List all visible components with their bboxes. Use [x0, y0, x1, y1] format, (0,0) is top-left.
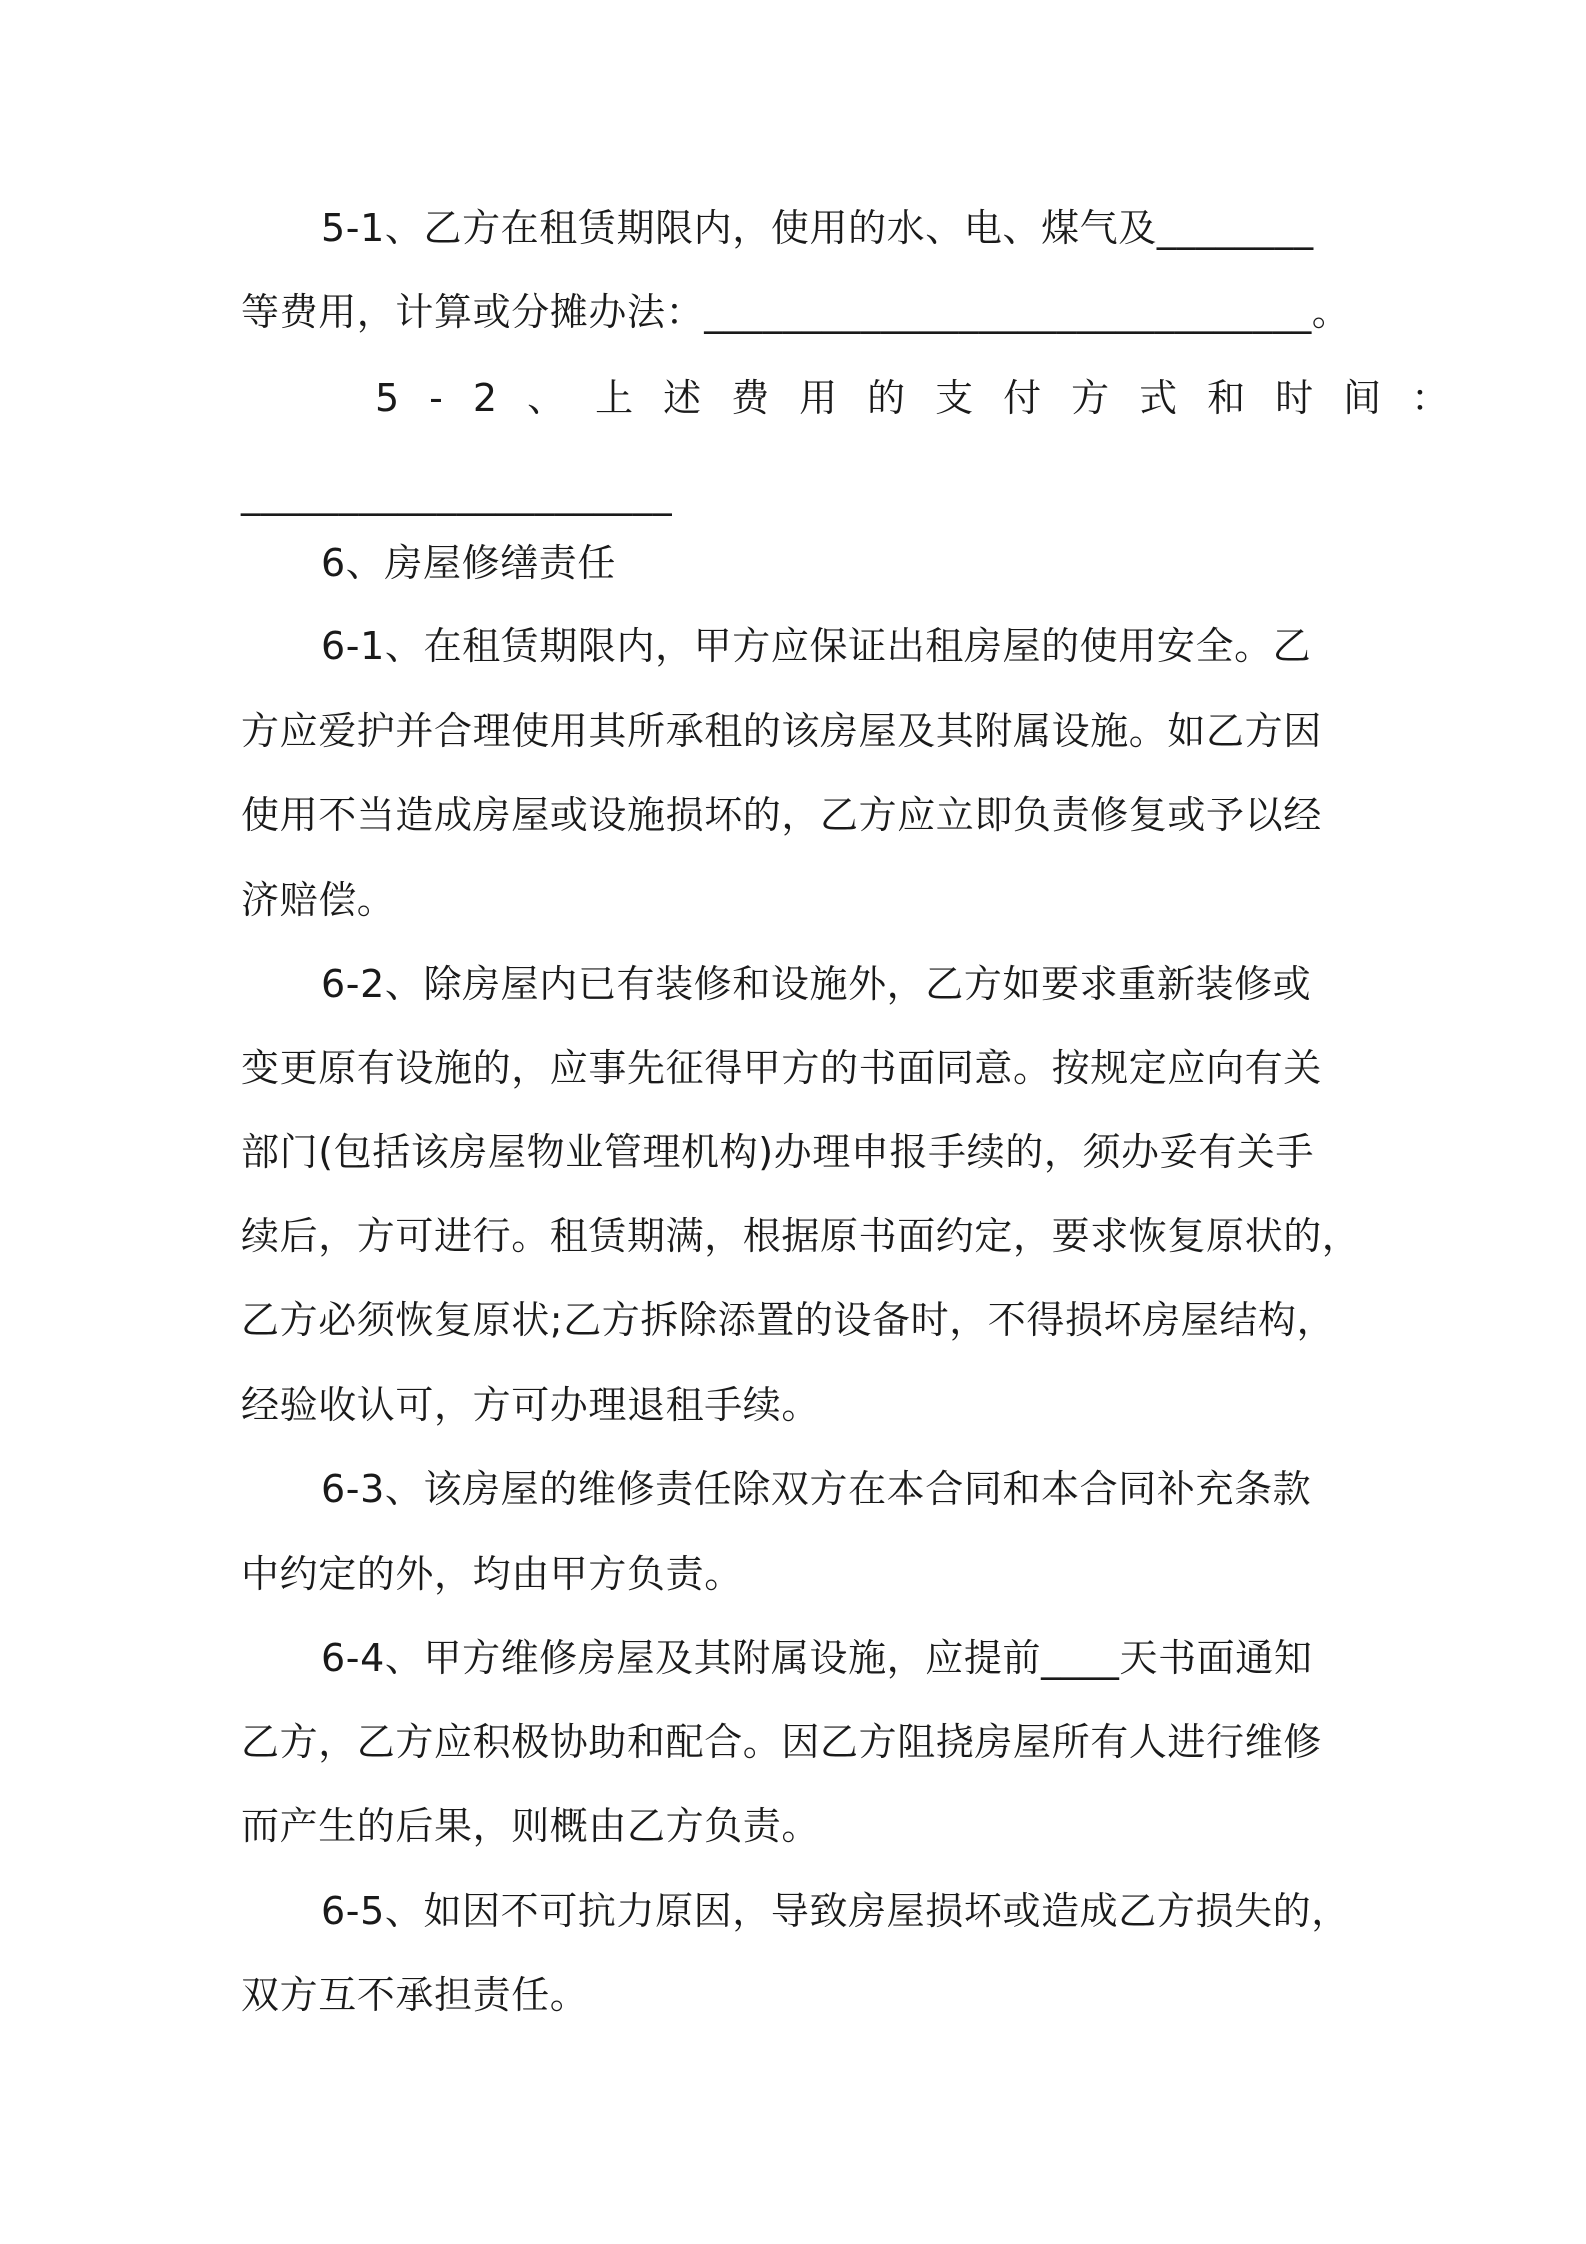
- clause-6-1-line-4: 济赔偿。: [241, 878, 396, 922]
- clause-6-1-line-3: 使用不当造成房屋或设施损坏的，乙方应立即负责修复或予以经: [241, 793, 1322, 837]
- clause-6-4-line-3: 而产生的后果，则概由乙方负责。: [241, 1804, 821, 1848]
- clause-6-2-line-6: 经验收认可，方可办理退租手续。: [241, 1383, 821, 1427]
- clause-6-1-line-2: 方应爱护并合理使用其所承租的该房屋及其附属设施。如乙方因: [241, 709, 1322, 753]
- clause-6-4-line-2: 乙方，乙方应积极协助和配合。因乙方阻挠房屋所有人进行维修: [241, 1720, 1322, 1764]
- clause-6-2-line-2: 变更原有设施的，应事先征得甲方的书面同意。按规定应向有关: [241, 1046, 1322, 1090]
- clause-6-5-line-2: 双方互不承担责任。: [241, 1973, 589, 2017]
- clause-6-2-line-3: 部门(包括该房屋物业管理机构)办理申报手续的，须办妥有关手: [241, 1130, 1315, 1174]
- clause-6-5-line-1: 6-5、如因不可抗力原因，导致房屋损坏或造成乙方损失的，: [321, 1889, 1350, 1933]
- clause-6-3-line-1: 6-3、该房屋的维修责任除双方在本合同和本合同补充条款: [321, 1467, 1312, 1511]
- clause-5-2-line-1: 5-2、上述费用的支付方式和时间：: [375, 376, 1480, 420]
- clause-6-2-line-5: 乙方必须恢复原状;乙方拆除添置的设备时，不得损坏房屋结构，: [241, 1298, 1336, 1342]
- clause-5-2-line-2: ______________________: [241, 472, 673, 516]
- section-6-heading: 6、房屋修缮责任: [321, 541, 616, 585]
- clause-6-1-line-1: 6-1、在租赁期限内，甲方应保证出租房屋的使用安全。乙: [321, 624, 1312, 668]
- clause-5-1-line-2: 等费用，计算或分摊办法：_______________________________。: [241, 290, 1351, 334]
- clause-5-1-line-1: 5-1、乙方在租赁期限内，使用的水、电、煤气及________: [321, 206, 1314, 250]
- clause-6-4-line-1: 6-4、甲方维修房屋及其附属设施，应提前____天书面通知: [321, 1636, 1313, 1680]
- clause-6-2-line-1: 6-2、除房屋内已有装修和设施外，乙方如要求重新装修或: [321, 962, 1312, 1006]
- clause-6-3-line-2: 中约定的外，均由甲方负责。: [241, 1552, 743, 1596]
- clause-6-2-line-4: 续后，方可进行。租赁期满，根据原书面约定，要求恢复原状的，: [241, 1214, 1361, 1258]
